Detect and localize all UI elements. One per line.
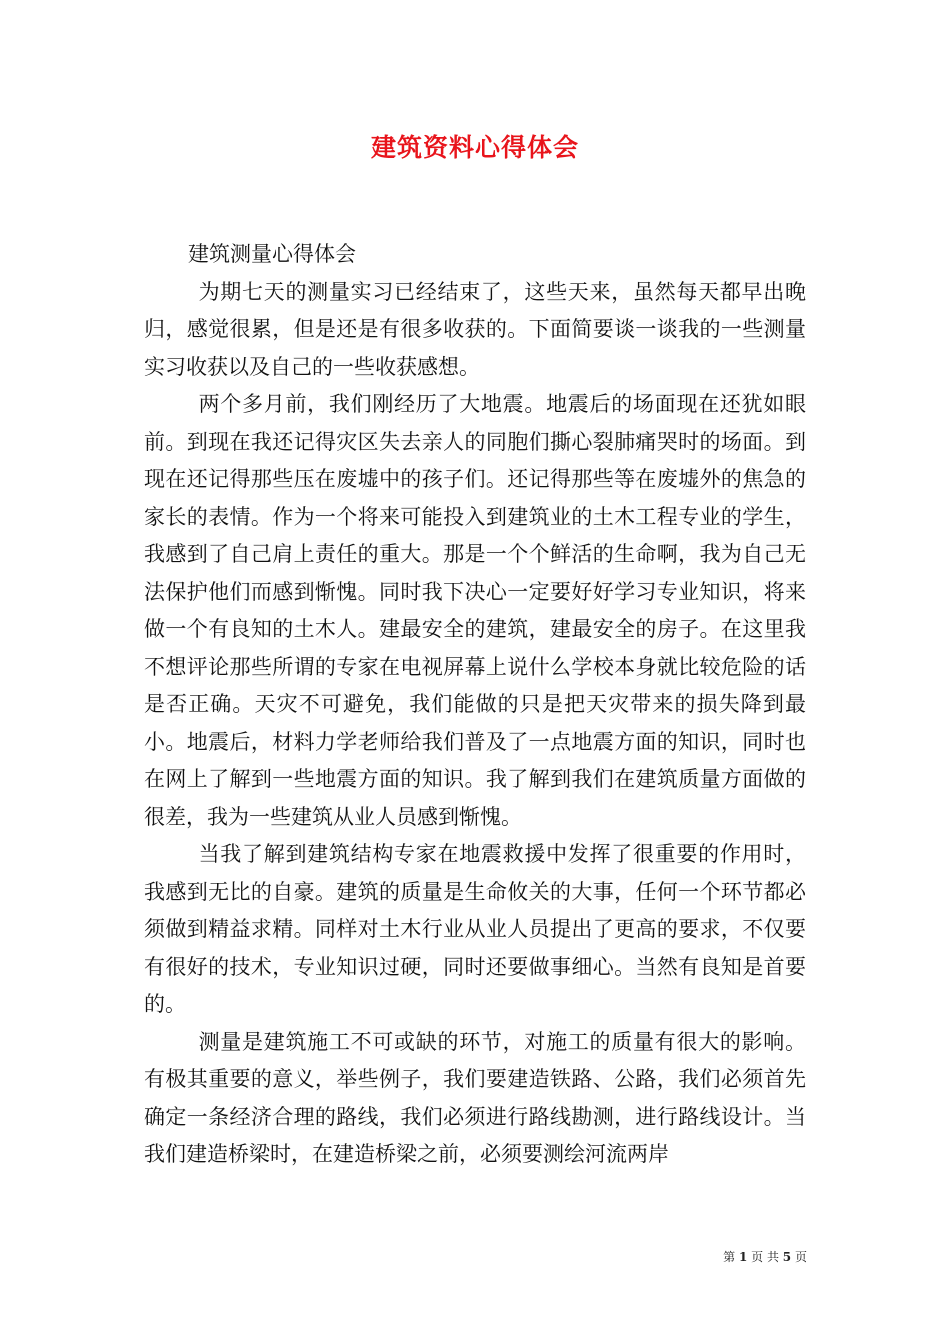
paragraph-4: 测量是建筑施工不可或缺的环节，对施工的质量有很大的影响。有极其重要的意义，举些例子，我们要建造铁路、公路，我们必须首先确定一条经济合理的路线，我们必须进行路线勘测，进行路线设计。当我们建造桥梁时，在建造桥梁之前，必须要测绘河流两岸 — [144, 1029, 806, 1166]
total-page-count: 5 — [782, 1250, 792, 1264]
paragraph-2: 两个多月前，我们刚经历了大地震。地震后的场面现在还犹如眼前。到现在我还记得灾区失去亲人的同胞们撕心裂肺痛哭时的场面。到现在还记得那些压在废墟中的孩子们。还记得那些等在废墟外的焦急的家长的表情。作为一个将来可能投入到建筑业的土木工程专业的学生，我感到了自己肩上责任的重大。那是一个个鲜活的生命啊，我为自己无法保护他们而感到惭愧。同时我下决心一定要好好学习专业知识，将来做一个有良知的土木人。建最安全的建筑，建最安全的房子。在这里我不想评论那些所谓的专家在电视屏幕上说什么学校本身就比较危险的话是否正确。天灾不可避免，我们能做的只是把天灾带来的损失降到最小。地震后，材料力学老师给我们普及了一点地震方面的知识，同时也在网上了解到一些地震方面的知识。我了解到我们在建筑质量方面做的很差，我为一些建筑从业人员感到惭愧。 — [144, 392, 806, 829]
document-body — [144, 236, 806, 1174]
paragraph-1: 为期七天的测量实习已经结束了，这些天来，虽然每天都早出晚归，感觉很累，但是还是有很多收获的。下面简要谈一谈我的一些测量实习收获以及自己的一些收获感想。 — [144, 279, 806, 379]
paragraph-3: 当我了解到建筑结构专家在地震救援中发挥了很重要的作用时，我感到无比的自豪。建筑的质量是生命攸关的大事，任何一个环节都必须做到精益求精。同样对土木行业从业人员提出了更高的要求，不仅要有很好的技术，专业知识过硬，同时还要做事细心。当然有良知是首要的。 — [144, 842, 806, 1016]
section-subheading: 建筑测量心得体会 — [188, 242, 356, 266]
footer-middle: 页 共 — [751, 1250, 779, 1264]
footer-suffix: 页 — [794, 1250, 807, 1264]
document-title: 建筑资料心得体会 — [370, 133, 579, 162]
current-page-number: 1 — [738, 1250, 748, 1264]
footer-prefix: 第 — [723, 1250, 736, 1264]
page-number-footer — [695, 1248, 807, 1265]
